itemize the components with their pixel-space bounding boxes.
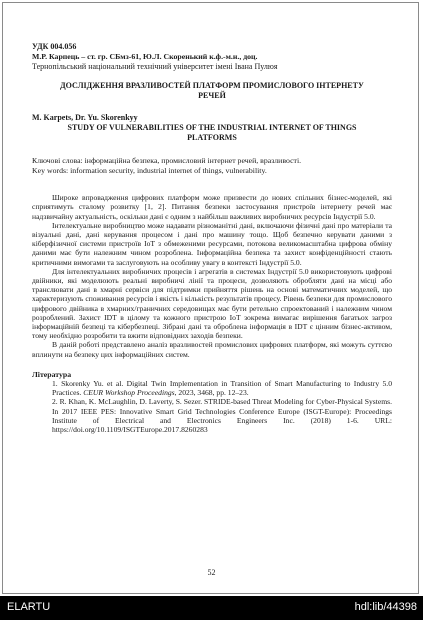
keywords-en: Key words: information security, industrial internet of things, vulnerability. [32,165,267,175]
reference-item [32,379,392,397]
reference-journal: CEUR Workshop Proceedings [83,388,175,398]
page-number: 52 [207,568,216,577]
reference-tail: , 2023, 3468, pp. 12–23. [174,388,249,398]
keywords-block [32,156,392,175]
reference-text: 1. Skorenky Yu. et al. Digital Twin Implementation in Transition of Smart Manufacturing to Industry 5.0 Practices. [52,379,392,398]
title-en: STUDY OF VULNERABILITIES OF THE INDUSTRIAL INTERNET OF THINGS PLATFORMS [67,123,357,142]
udk-code: УДК 004.056 [32,42,77,51]
authors-en: M. Karpets, Dr. Yu. Skorenkyy [32,113,138,122]
paragraph: Широке впровадження цифрових платформ може призвести до нових спільних бізнес-моделей, які сприятимуть сталому розвитку [1, 2]. Питання безпеки застосування пристроїв інтернету речей має надзвичайну актуальність, оскільки дані є одним з найбільш важливих виробничих ресурсів Індустрії 5.0. [32,193,392,221]
reference-text: 2. R. Khan, K. McLaughlin, D. Laverty, S. Sezer. STRIDE-based Threat Modeling for Cyber-Physical Systems. In 2017 IEEE PES: Innovative Smart Grid Technologies Conference Europe (ISGT-Europe): Proceedings Institute of Electrical and Electronics Engineers Inc. (2018) 1-6. URL: https://doi.org/10.1109/ISGTEurope.2017.8260283 [52,397,392,435]
paragraph: Інтелектуальне виробництво може надавати різноманітні дані, включаючи фізичні дані про матеріали та візуальні дані, дані керування процесом і дані про машину тощо. Щоб безпечно керувати даними з кіберфізичної системи пристроїв IoT з обмеженими ресурсами, потокова великомасштабна цифрова обміну даними має бути належним чином розроблена. Інформаційна безпека та захист конфіденційності стають критичними вимогами та заслуговують на особливу увагу в контексті Індустрії 5.0. [32,220,392,267]
footer-handle: hdl:lib/44398 [354,601,417,613]
references-heading: Література [32,369,72,379]
affiliation: Тернопільський національний технічний університет імені Івана Пулюя [32,62,278,71]
authors-ua: М.Р. Карпець – ст. гр. СБмз-61, Ю.Л. Скоренький к.ф.-м.н., доц. [32,52,258,61]
reference-item [32,397,392,434]
document-page [32,42,392,434]
paragraph: Для інтелектуальних виробничих процесів і агрегатів в системах Індустрії 5.0 використовують цифрові двійники, які моделюють реальні виробничі лінії та процеси, дозволяють обробляти дані на місці або транслювати дані в хмарні сервіси для підтримки прийняття рішень на основі математичних моделей, що характеризують споживання ресурсів і якість і кількість результатів процесу. Рівень безпеки для промислового цифрового двійника в хмарних/граничних середовищах має бути ретельно спроектований і належним чином розроблений. Захист IDT в цілому та кожного пристрою IoT зокрема вимагає вирішення багатьох загроз інформаційній безпеці та кібербезпеці. Зібрані дані та оброблена інформація в IDT є цінним бізнес-активом, тому необхідно розробити та вжити відповідних заходів безпеки. [32,266,392,341]
title-ua: ДОСЛІДЖЕННЯ ВРАЗЛИВОСТЕЙ ПЛАТФОРМ ПРОМИСЛОВОГО ІНТЕРНЕТУ РЕЧЕЙ [60,81,364,100]
body-text [32,193,392,359]
footer-repository-name: ELARTU [7,601,51,613]
footer-bar [0,596,423,620]
paragraph: В даній роботі представлено аналіз вразливостей промислових цифрових платформ, які можуть суттєво вплинути на безпеку цих інформаційних систем. [32,340,392,359]
keywords-ua: Ключові слова: інформаційна безпека, промисловий інтернет речей, вразливості. [32,156,302,165]
